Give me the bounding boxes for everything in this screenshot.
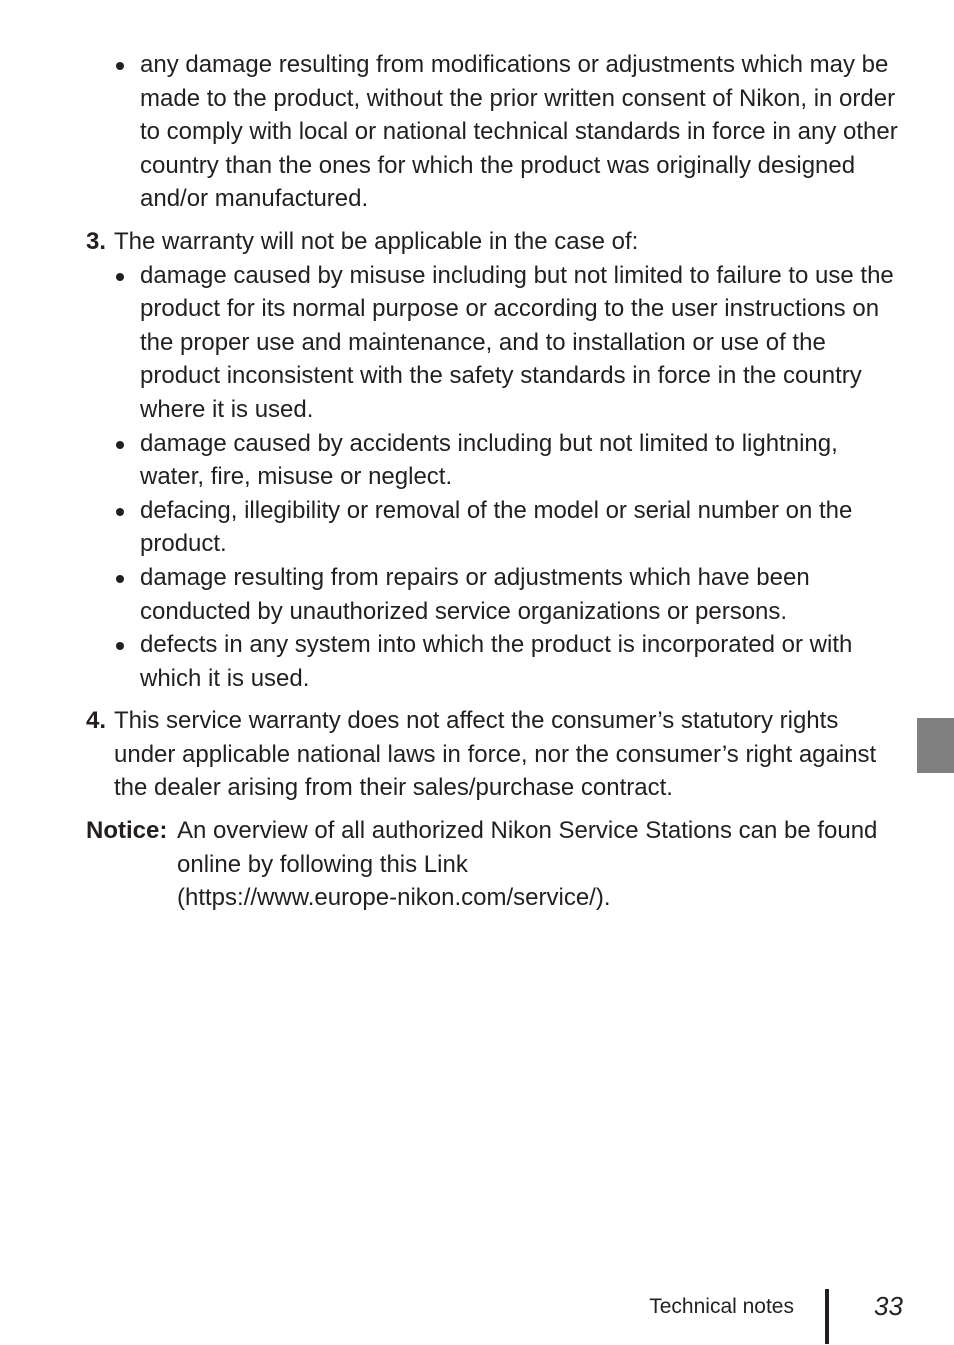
footer-section-name: Technical notes <box>649 1295 794 1318</box>
footer-divider <box>825 1289 829 1344</box>
notice-label: Notice: <box>86 817 168 845</box>
section-3 <box>86 225 906 695</box>
notice <box>86 814 906 915</box>
section-3-bullet-list <box>86 259 906 696</box>
bullet-item: damage caused by accidents including but not limited to lightning, water, fire, misuse or neglect. <box>86 427 906 494</box>
top-bullet-list <box>86 48 906 216</box>
section-text: The warranty will not be applicable in the case of: <box>114 227 639 255</box>
bullet-item: damage resulting from repairs or adjustments which have been conducted by unauthorized service organizations or persons. <box>86 561 906 628</box>
section-number: 3. <box>86 227 107 255</box>
bullet-item: defects in any system into which the product is incorporated or with which it is used. <box>86 628 906 695</box>
bullet-item: damage caused by misuse including but not limited to failure to use the product for its normal purpose or according to the user instructions on the proper use and maintenance, and to installation or use of the product inconsistent with the safety standards in force in the country where it is used. <box>86 259 906 427</box>
page-content <box>86 48 906 915</box>
section-number: 4. <box>86 707 107 735</box>
section-4 <box>86 704 906 805</box>
section-text: This service warranty does not affect the consumer’s statutory rights under applicable national laws in force, nor the consumer’s right against the dealer arising from their sales/purchase contract. <box>114 707 877 802</box>
bullet-item: any damage resulting from modifications or adjustments which may be made to the product, without the prior written consent of Nikon, in order to comply with local or national technical standards in force in any other country than the ones for which the product was originally designed and/or manufactured. <box>86 48 906 216</box>
bullet-item: defacing, illegibility or removal of the model or serial number on the product. <box>86 494 906 561</box>
section-tab-marker <box>917 718 954 773</box>
page-number: 33 <box>874 1291 903 1321</box>
notice-text: An overview of all authorized Nikon Service Stations can be found online by following this Link <box>177 817 878 878</box>
notice-link[interactable]: (https://www.europe-nikon.com/service/). <box>177 884 611 912</box>
